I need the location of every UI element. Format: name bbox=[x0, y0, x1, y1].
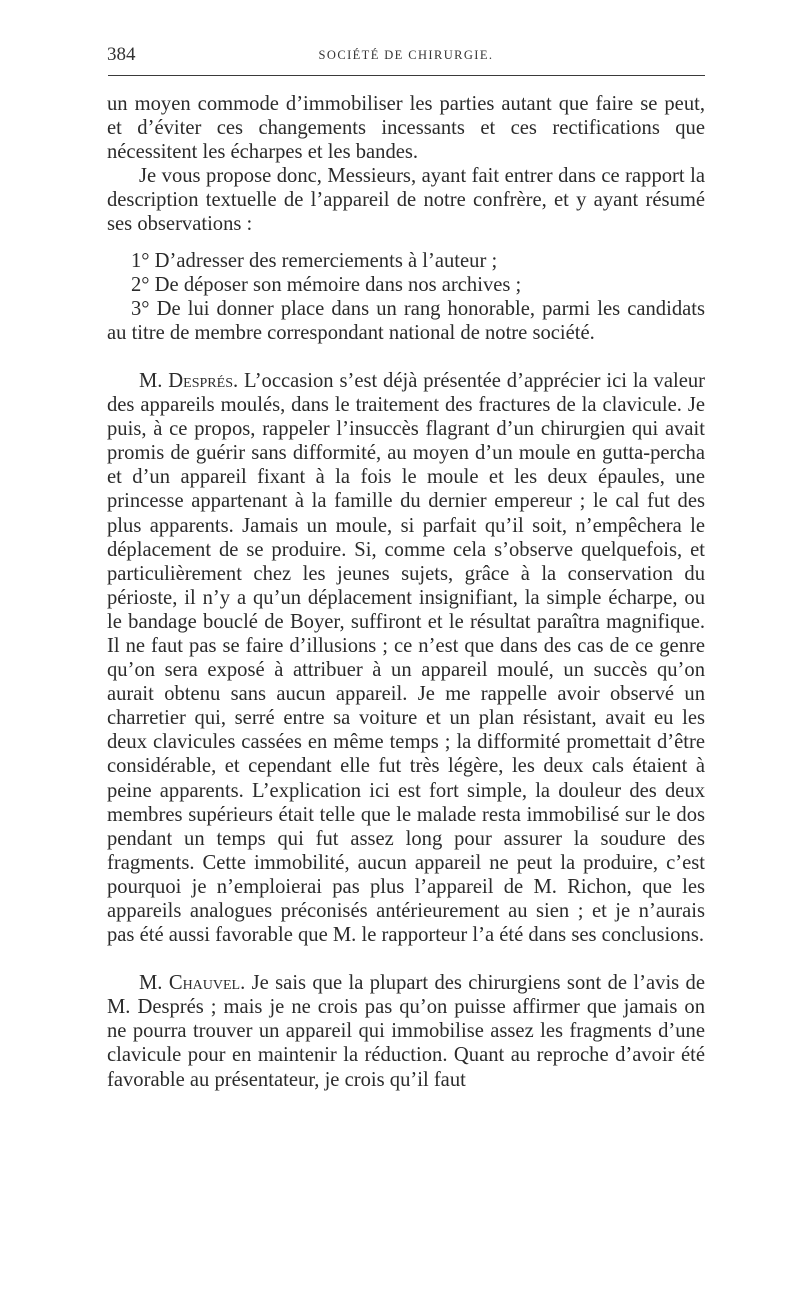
speech-text: L’occasion s’est déjà présentée d’apprécier ici la valeur des appareils moulés, dans le traitement des fractures de la clavicule. Je puis, à ce propos, rappeler l’insuccès flagrant d’un chirurgien qui avait promis de guérir sans difformité, au moyen d’un moule en gutta-percha et d’un appareil fixant à la fois le moule et les deux épaules, une princesse appartenant à la famille du dernier empereur ; le cal fut des plus apparents. Jamais un moule, si parfait qu’il soit, n’empêchera le déplacement de se produire. Si, comme cela s’observe quelquefois, et particulièrement chez les jeunes sujets, grâce à la conservation du périoste, il n’y a qu’un déplacement insignifiant, la simple écharpe, ou le bandage bouclé de Boyer, suffiront et le résultat paraîtra magnifique. Il ne faut pas se faire d’illusions ; ce n’est que dans des cas de ce genre qu’on sera exposé à attribuer à un appareil moulé, un succès qu’on aurait obtenu sans aucun appareil. Je me rappelle avoir observé un charretier qui, serré entre sa voiture et un plan résistant, avait eu les deux clavicules cassées en même temps ; la difformité promettait d’être considérable, et cependant elle fut très légère, les deux cals étaient à peine apparents. L’explication ici est fort simple, la douleur des deux membres supérieurs était telle que le malade resta immobilisé sur le dos pendant un temps qui fut assez long pour assurer la soudure des fragments. Cette immobilité, aucun appareil ne peut la produire, c’est pourquoi je n’emploierai pas plus l’appareil de M. Richon, que les appareils analogues préconisés antérieurement au sien ; et je n’aurais pas été aussi favorable que M. le rapporteur l’a été dans ses conclusions. bbox=[107, 369, 705, 947]
speaker-name: M. Chauvel. bbox=[139, 972, 246, 995]
spacer bbox=[107, 237, 705, 249]
running-title: SOCIÉTÉ DE CHIRURGIE. bbox=[318, 48, 494, 62]
body-text bbox=[107, 92, 705, 1092]
paragraph-despres bbox=[107, 369, 705, 947]
speech-text: Je sais que la plupart des chirurgiens sont de l’avis de M. Després ; mais je ne crois pas qu’on puisse affirmer que jamais on ne pourra trouver un appareil qui immobilise assez les fragments d’une clavicule pour en maintenir la réduction. Quant au reproche d’avoir été favorable au présentateur, je crois qu’il faut bbox=[107, 972, 705, 1091]
header-rule bbox=[108, 75, 705, 76]
recommendation-item: 1° D’adresser des remerciements à l’auteur ; bbox=[131, 249, 498, 272]
page-number: 384 bbox=[107, 44, 136, 65]
paragraph-continuation: un moyen commode d’immobiliser les parties autant que faire se peut, et d’éviter ces changements incessants et ces rectifications que nécessitent les écharpes et les bandes. bbox=[107, 93, 705, 164]
spacer bbox=[107, 947, 705, 971]
paragraph-chauvel bbox=[107, 971, 705, 1091]
recommendation-list bbox=[107, 249, 705, 345]
recommendation-item: 3° De lui donner place dans un rang honorable, parmi les candidats au titre de membre correspondant national de notre société. bbox=[107, 297, 705, 344]
speaker-name: M. Després. bbox=[139, 369, 239, 392]
spacer bbox=[107, 345, 705, 369]
page-header bbox=[107, 44, 705, 68]
paragraph-proposal: Je vous propose donc, Messieurs, ayant fait entrer dans ce rapport la description textuelle de l’appareil de notre confrère, et y ayant résumé ses observations : bbox=[107, 165, 705, 236]
recommendation-item: 2° De déposer son mémoire dans nos archives ; bbox=[131, 273, 522, 296]
